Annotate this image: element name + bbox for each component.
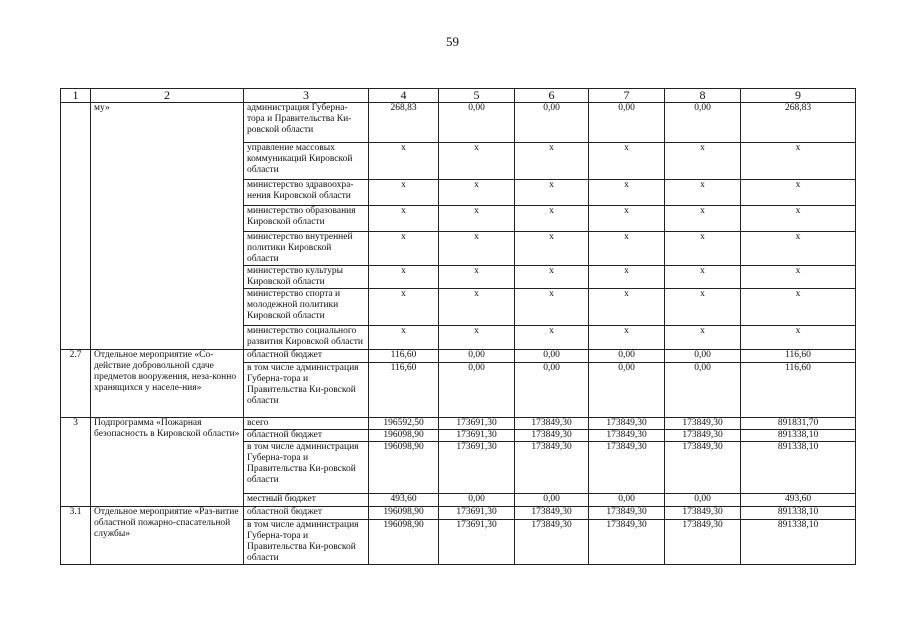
- amount-cell: 0,00: [439, 363, 515, 418]
- amount-cell: x: [439, 232, 515, 266]
- amount-cell: x: [369, 143, 439, 180]
- amount-cell: 0,00: [665, 103, 741, 143]
- amount-cell: 173849,30: [515, 520, 589, 565]
- page-number: 59: [446, 34, 459, 49]
- amount-cell: 173849,30: [515, 430, 589, 442]
- column-header: 7: [589, 89, 665, 103]
- amount-cell: 0,00: [589, 494, 665, 507]
- amount-cell: x: [741, 180, 856, 206]
- amount-cell: 173691,30: [439, 442, 515, 494]
- amount-cell: x: [741, 232, 856, 266]
- funding-source: областной бюджет: [244, 430, 369, 442]
- header-row: [61, 89, 856, 103]
- amount-cell: x: [369, 326, 439, 350]
- amount-cell: 0,00: [515, 494, 589, 507]
- column-header: 9: [741, 89, 856, 103]
- column-header: 5: [439, 89, 515, 103]
- amount-cell: 173849,30: [589, 418, 665, 430]
- amount-cell: x: [665, 326, 741, 350]
- funding-source: министерство социального развития Кировской области: [244, 326, 369, 350]
- item-name: Подпрограмма «Пожарная безопасность в Кировской области»: [91, 418, 244, 507]
- amount-cell: 173849,30: [665, 507, 741, 520]
- funding-source: министерство образования Кировской области: [244, 206, 369, 232]
- amount-cell: x: [439, 326, 515, 350]
- column-header: 1: [61, 89, 91, 103]
- table-body: [61, 103, 856, 565]
- amount-cell: x: [515, 232, 589, 266]
- amount-cell: 196098,90: [369, 430, 439, 442]
- amount-cell: x: [665, 266, 741, 289]
- amount-cell: 173849,30: [515, 507, 589, 520]
- amount-cell: x: [589, 180, 665, 206]
- amount-cell: 196098,90: [369, 507, 439, 520]
- amount-cell: 0,00: [439, 103, 515, 143]
- amount-cell: 891338,10: [741, 507, 856, 520]
- amount-cell: x: [439, 143, 515, 180]
- amount-cell: x: [741, 206, 856, 232]
- amount-cell: x: [369, 232, 439, 266]
- amount-cell: 173849,30: [589, 520, 665, 565]
- amount-cell: x: [589, 143, 665, 180]
- funding-source: в том числе администрация Губерна-тора и Правительства Ки-ровской области: [244, 363, 369, 418]
- amount-cell: 116,60: [741, 363, 856, 418]
- amount-cell: 891338,10: [741, 520, 856, 565]
- amount-cell: 0,00: [589, 103, 665, 143]
- amount-cell: 0,00: [439, 350, 515, 363]
- table-row: [61, 418, 856, 430]
- amount-cell: 196592,50: [369, 418, 439, 430]
- amount-cell: 173849,30: [589, 442, 665, 494]
- amount-cell: 493,60: [741, 494, 856, 507]
- item-name: му»: [91, 103, 244, 350]
- amount-cell: x: [741, 266, 856, 289]
- item-code: [61, 103, 91, 350]
- funding-source: министерство культуры Кировской области: [244, 266, 369, 289]
- amount-cell: x: [515, 326, 589, 350]
- amount-cell: 173849,30: [665, 442, 741, 494]
- amount-cell: x: [515, 289, 589, 326]
- funding-source: областной бюджет: [244, 350, 369, 363]
- item-code: 3: [61, 418, 91, 507]
- amount-cell: 268,83: [741, 103, 856, 143]
- amount-cell: x: [439, 289, 515, 326]
- table-row: [61, 507, 856, 520]
- item-name: Отдельное мероприятие «Со-действие добровольной сдаче предметов вооружения, неза-конно хранящихся у населе-ния»: [91, 350, 244, 418]
- amount-cell: 0,00: [589, 363, 665, 418]
- amount-cell: 0,00: [515, 363, 589, 418]
- funding-source: в том числе администрация Губерна-тора и Правительства Ки-ровской области: [244, 442, 369, 494]
- column-header: 4: [369, 89, 439, 103]
- amount-cell: x: [741, 143, 856, 180]
- amount-cell: 0,00: [665, 363, 741, 418]
- item-code: 3.1: [61, 507, 91, 565]
- amount-cell: x: [439, 180, 515, 206]
- amount-cell: x: [665, 206, 741, 232]
- funding-source: местный бюджет: [244, 494, 369, 507]
- amount-cell: 196098,90: [369, 520, 439, 565]
- amount-cell: 0,00: [515, 103, 589, 143]
- amount-cell: 173691,30: [439, 520, 515, 565]
- amount-cell: 173849,30: [515, 418, 589, 430]
- amount-cell: x: [741, 326, 856, 350]
- amount-cell: x: [515, 266, 589, 289]
- amount-cell: 0,00: [589, 350, 665, 363]
- amount-cell: 0,00: [439, 494, 515, 507]
- amount-cell: x: [369, 289, 439, 326]
- amount-cell: x: [369, 206, 439, 232]
- amount-cell: x: [589, 289, 665, 326]
- amount-cell: 173849,30: [665, 430, 741, 442]
- funding-source: управление массовых коммуникаций Кировской области: [244, 143, 369, 180]
- amount-cell: 173849,30: [515, 442, 589, 494]
- column-header: 6: [515, 89, 589, 103]
- amount-cell: 173849,30: [665, 418, 741, 430]
- amount-cell: 173691,30: [439, 418, 515, 430]
- amount-cell: 173691,30: [439, 507, 515, 520]
- amount-cell: x: [665, 143, 741, 180]
- amount-cell: x: [665, 180, 741, 206]
- amount-cell: 268,83: [369, 103, 439, 143]
- amount-cell: x: [515, 143, 589, 180]
- funding-source: областной бюджет: [244, 507, 369, 520]
- funding-source: в том числе администрация Губерна-тора и Правительства Ки-ровской области: [244, 520, 369, 565]
- funding-source: министерство внутренней политики Кировской области: [244, 232, 369, 266]
- column-header: 8: [665, 89, 741, 103]
- amount-cell: 116,60: [741, 350, 856, 363]
- amount-cell: x: [369, 266, 439, 289]
- table-row: [61, 350, 856, 363]
- column-header: 2: [91, 89, 244, 103]
- funding-source: министерство спорта и молодежной политики Кировской области: [244, 289, 369, 326]
- amount-cell: x: [589, 326, 665, 350]
- amount-cell: 0,00: [515, 350, 589, 363]
- funding-source: администрация Губерна-тора и Правительства Ки-ровской области: [244, 103, 369, 143]
- table-row: [61, 103, 856, 143]
- amount-cell: x: [665, 289, 741, 326]
- budget-table: [60, 88, 856, 565]
- funding-source: всего: [244, 418, 369, 430]
- amount-cell: x: [515, 180, 589, 206]
- amount-cell: 173849,30: [665, 520, 741, 565]
- amount-cell: 891831,70: [741, 418, 856, 430]
- amount-cell: 173691,30: [439, 430, 515, 442]
- amount-cell: 173849,30: [589, 507, 665, 520]
- amount-cell: x: [439, 206, 515, 232]
- amount-cell: 173849,30: [589, 430, 665, 442]
- amount-cell: 196098,90: [369, 442, 439, 494]
- amount-cell: 891338,10: [741, 442, 856, 494]
- amount-cell: x: [439, 266, 515, 289]
- amount-cell: x: [515, 206, 589, 232]
- amount-cell: 0,00: [665, 494, 741, 507]
- item-code: 2.7: [61, 350, 91, 418]
- funding-source: министерство здравоохра-нения Кировской области: [244, 180, 369, 206]
- amount-cell: 493,60: [369, 494, 439, 507]
- amount-cell: x: [589, 206, 665, 232]
- amount-cell: x: [589, 266, 665, 289]
- amount-cell: x: [589, 232, 665, 266]
- amount-cell: 116,60: [369, 363, 439, 418]
- amount-cell: 891338,10: [741, 430, 856, 442]
- amount-cell: x: [665, 232, 741, 266]
- column-header: 3: [244, 89, 369, 103]
- amount-cell: x: [369, 180, 439, 206]
- amount-cell: x: [741, 289, 856, 326]
- item-name: Отдельное мероприятие «Раз-витие областной пожарно-спасательной службы»: [91, 507, 244, 565]
- amount-cell: 0,00: [665, 350, 741, 363]
- amount-cell: 116,60: [369, 350, 439, 363]
